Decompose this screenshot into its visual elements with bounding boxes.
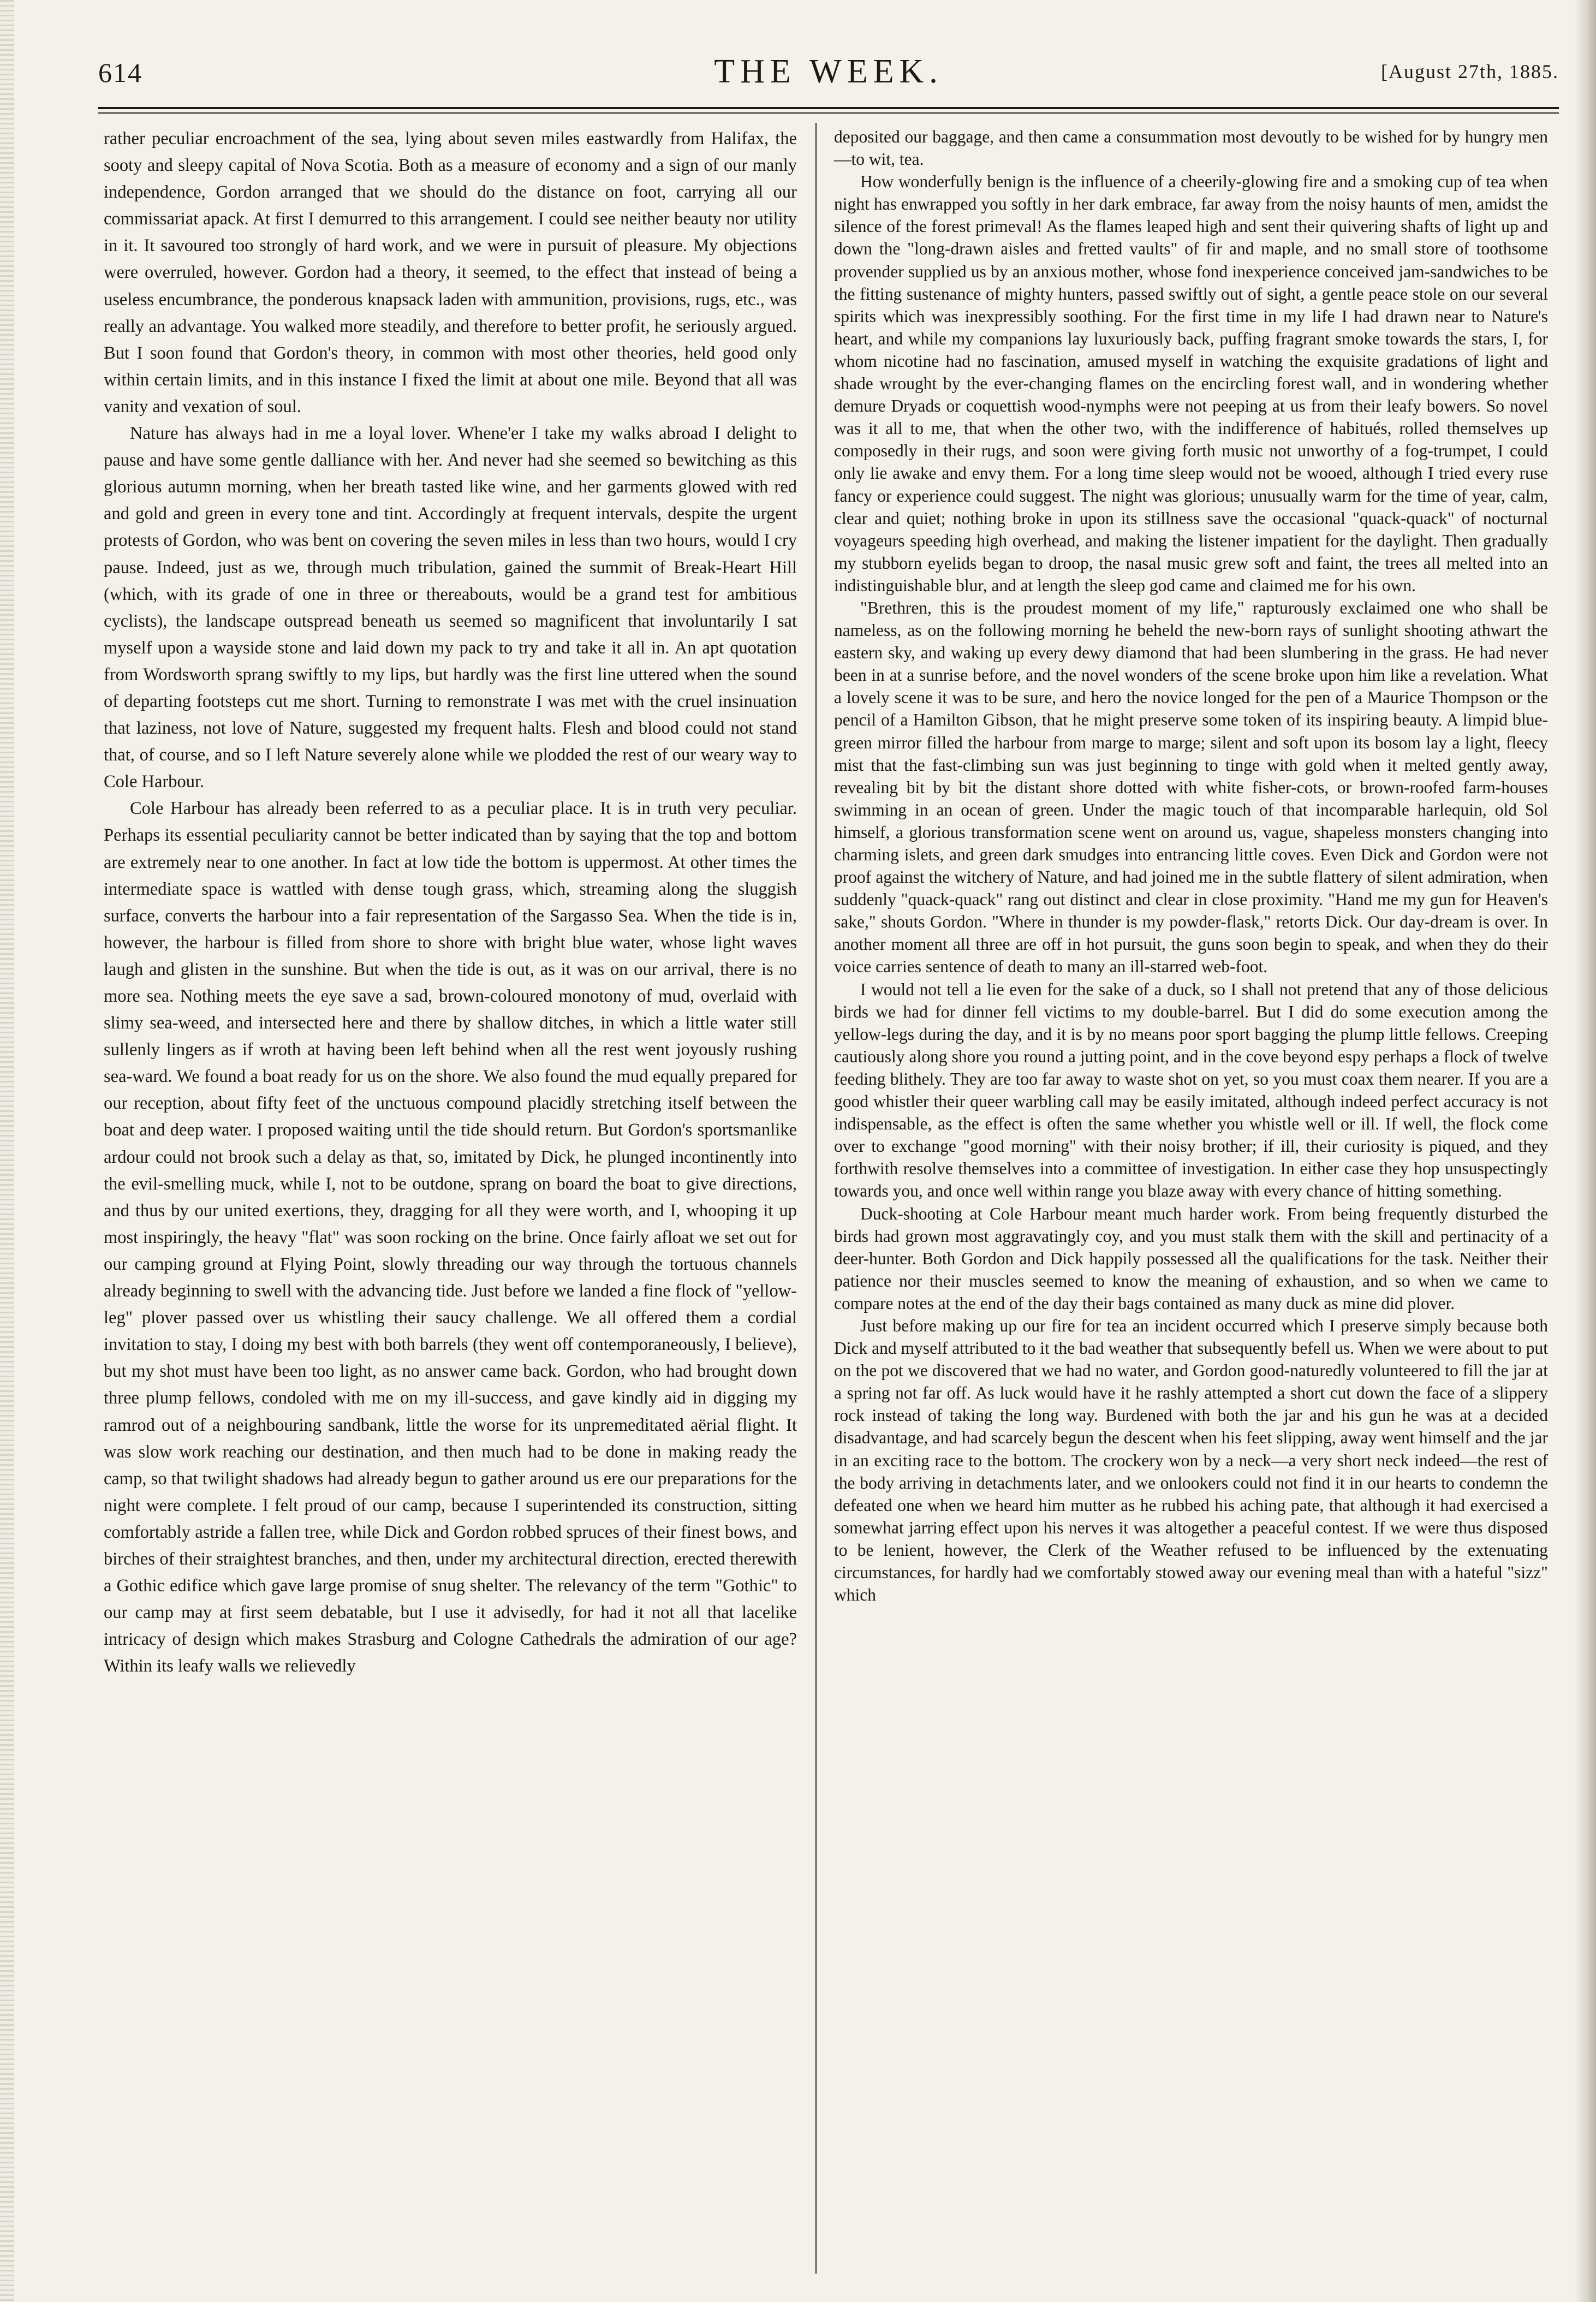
page-number: 614 [98, 57, 142, 88]
header-rule-thin [98, 112, 1559, 114]
masthead-title: THE WEEK. [714, 53, 943, 90]
paragraph: rather peculiar encroachment of the sea, lying about seven miles eastwardly from Halifax, the sooty and sleepy capital of Nova Scotia. Both as a measure of economy and a sign of our manly independence, Gordon arranged that we should do the distance on foot, carrying all our commissariat apack. At first I demurred to this arrangement. I could see neither beauty nor utility in it. It savoured too strongly of hard work, and we were in pursuit of pleasure. My objections were overruled, however. Gordon had a theory, it seemed, to the effect that instead of being a useless encumbrance, the ponderous knapsack laden with ammunition, provisions, rugs, etc., was really an advantage. You walked more steadily, and therefore to better profit, he seriously argued. But I soon found that Gordon's theory, in common with most other theories, held good only within certain limits, and in this instance I fixed the limit at about one mile. Beyond that all was vanity and vexation of soul. [104, 129, 797, 417]
paragraph: "Brethren, this is the proudest moment of my life," rapturously exclaimed one who shall be nameless, as on the following morning he beheld the new-born rays of sunlight shooting athwart the eastern sky, and waking up every dewy diamond that had been slumbering in the grass. He had never been in at a sunrise before, and the novel wonders of the scene broke upon him like a revelation. What a lovely scene it was to be sure, and hero the novice longed for the pen of a Maurice Thompson or the pencil of a Hamilton Gibson, that he might preserve some token of its inspiring beauty. A limpid blue-green mirror filled the harbour from marge to marge; silent and soft upon its bosom lay a light, fleecy mist that the fast-climbing sun was just beginning to tinge with gold when it melted gently away, revealing bit by bit the distant shore dotted with white fisher-cots, or brown-roofed farm-houses swimming in an ocean of green. Under the magic touch of that incomparable harlequin, old Sol himself, a glorious transformation scene went on around us, vague, shapeless monsters changing into charming islets, and green dark smudges into entrancing little coves. Even Dick and Gordon were not proof against the witchery of Nature, and had joined me in the subtle flattery of silent admiration, when suddenly "quack-quack" rang out distinct and clear in close proximity. "Hand me my gun for Heaven's sake," shouts Gordon. "Where in thunder is my powder-flask," retorts Dick. Our day-dream is over. In another moment all three are off in hot pursuit, the guns soon begin to speak, and when they do their voice carries sentence of death to many an ill-starred web-foot. [834, 598, 1548, 977]
paragraph: Duck-shooting at Cole Harbour meant much harder work. From being frequently disturbed the birds had grown most aggravatingly coy, and you must stalk them with the skill and pertinacity of a deer-hunter. Both Gordon and Dick happily possessed all the qualifications for the task. Neither their patience nor their muscles seemed to know the meaning of exhaustion, and so when we came to compare notes at the end of the day their bags contained as many duck as mine did plover. [834, 1204, 1548, 1313]
left-column [104, 126, 797, 1680]
page-binding-edge [0, 0, 14, 2302]
paragraph: How wonderfully benign is the influence of a cheerily-glowing fire and a smoking cup of tea when night has enwrapped you softly in her dark embrace, far away from the noisy haunts of men, amidst the silence of the forest primeval! As the flames leaped high and sent their quivering shafts of light up and down the "long-drawn aisles and fretted vaults" of fir and maple, and no small store of toothsome provender supplied us by an anxious mother, whose fond inexperience conceived jam-sandwiches to be the fitting sustenance of mighty hunters, passed swiftly out of sight, a gentle peace stole on our several spirits which was inexpressibly soothing. For the first time in my life I had drawn near to Nature's heart, and while my companions lay luxuriously back, puffing fragrant smoke towards the stars, I, for whom nicotine had no fascination, amused myself in watching the exquisite gradations of light and shade wrought by the ever-changing flames on the encircling forest wall, and in wondering whether demure Dryads or coquettish wood-nymphs were not peeping at us from their leafy bowers. So novel was it all to me, that when the other two, with the indifference of habitués, rolled themselves up composedly in their rugs, and soon were giving forth music not unworthy of a fog-trumpet, I could only lie awake and envy them. For a long time sleep would not be wooed, although I tried every ruse fancy or experience could suggest. The night was glorious; unusually warm for the time of year, calm, clear and quiet; nothing broke in upon its stillness save the occasional "quack-quack" of nocturnal voyageurs speeding high overhead, and making the listener impatient for the daylight. Then gradually my stubborn eyelids began to droop, the nasal music grew soft and faint, the trees all melted into an indistinguishable blur, and at length the sleep god came and claimed me for his own. [834, 172, 1548, 595]
header-rule [98, 107, 1559, 109]
issue-date: [August 27th, 1885. [1381, 61, 1559, 82]
right-column [834, 126, 1548, 1606]
paragraph: Cole Harbour has already been referred to as a peculiar place. It is in truth very peculiar. Perhaps its essential peculiarity cannot be better indicated than by saying that the top and bottom are extremely near to one another. In fact at low tide the bottom is uppermost. At other times the intermediate space is wattled with dense tough grass, which, streaming along the sluggish surface, converts the harbour into a fair representation of the Sargasso Sea. When the tide is in, however, the harbour is filled from shore to shore with bright blue water, whose light waves laugh and glisten in the sunshine. But when the tide is out, as it was on our arrival, there is no more sea. Nothing meets the eye save a sad, brown-coloured monotony of mud, overlaid with slimy sea-weed, and intersected here and there by shallow ditches, in which a little water still sullenly lingers as if wroth at having been left behind when all the rest went joyously rushing sea-ward. We found a boat ready for us on the shore. We also found the mud equally prepared for our reception, about fifty feet of the unctuous compound placidly stretching itself between the boat and deep water. I proposed waiting until the tide should return. But Gordon's sportsmanlike ardour could not brook such a delay as that, so, imitated by Dick, he plunged incontinently into the evil-smelling muck, while I, not to be outdone, sprang on board the boat to give directions, and thus by our united exertions, they, dragging for all they were worth, and I, whooping it up most inspiringly, the heavy "flat" was soon rocking on the brine. Once fairly afloat we set out for our camping ground at Flying Point, slowly threading our way through the tortuous channels already beginning to swell with the advancing tide. Just before we landed a fine flock of "yellow-leg" plover passed over us whistling their saucy challenge. We all offered them a cordial invitation to stay, I doing my best with both barrels (they went off contemporaneously, I believe), but my shot must have been too light, as no answer came back. Gordon, who had brought down three plump fellows, condoled with me on my ill-success, and gave kindly aid in digging my ramrod out of a neighbouring sandbank, little the worse for its unpremeditated aërial flight. It was slow work reaching our destination, and then much had to be done in making ready the camp, so that twilight shadows had already begun to gather around us ere our preparations for the night were complete. I felt proud of our camp, because I superintended its construction, sitting comfortably astride a fallen tree, while Dick and Gordon robbed spruces of their finest bows, and birches of their straightest branches, and then, under my architectural direction, erected therewith a Gothic edifice which gave large promise of snug shelter. The relevancy of the term "Gothic" to our camp may at first seem debatable, but I use it advisedly, for had it not all that lacelike intricacy of design which makes Strasburg and Cologne Cathedrals the admiration of our age? Within its leafy walls we relievedly [104, 799, 797, 1676]
page-shadow-edge [1574, 0, 1596, 2302]
paragraph: I would not tell a lie even for the sake of a duck, so I shall not pretend that any of those delicious birds we had for dinner fell victims to my double-barrel. But I did do some execution among the yellow-legs during the day, and it is by no means poor sport bagging the plump little fellows. Creeping cautiously along shore you round a jutting point, and in the cove beyond espy perhaps a flock of twelve feeding blithely. They are too far away to waste shot on yet, so you must coax them nearer. If you are a good whistler their queer warbling call may be easily imitated, although indeed perfect accuracy is not indispensable, as the effect is often the same whether you whistle well or ill. If well, the flock come over to exchange "good morning" with their noisy brother; if ill, their curiosity is piqued, and they forthwith resolve themselves into a committee of investigation. In either case they hop unsuspectingly towards you, and once well within range you blaze away with every chance of hitting something. [834, 979, 1548, 1201]
paragraph: Just before making up our fire for tea an incident occurred which I preserve simply because both Dick and myself attributed to it the bad weather that subsequently befell us. When we were about to put on the pot we discovered that we had no water, and Gordon good-naturedly volunteered to fill the jar at a spring not far off. As luck would have it he rashly attempted a short cut down the face of a slippery rock instead of taking the long way. Burdened with both the jar and his gun he was at a decided disadvantage, and had scarcely begun the descent when his feet slipping, away went himself and the jar in an exciting race to the bottom. The crockery won by a neck—a very short neck indeed—the rest of the body arriving in detachments later, and we onlookers could not find it in our hearts to condemn the defeated one when we heard him mutter as he rubbed his aching pate, that although it had exercised a somewhat jarring effect upon his nerves it was altogether a peaceful contest. If we were thus disposed to be lenient, however, the Clerk of the Weather refused to be influenced by the extenuating circumstances, for hardly had we comfortably stowed away our evening meal than with a hateful "sizz" which [834, 1316, 1548, 1605]
page-header [98, 52, 1559, 102]
paragraph: deposited our baggage, and then came a consummation most devoutly to be wished for by hungry men—to wit, tea. [834, 127, 1548, 169]
column-divider [815, 123, 817, 2274]
paragraph: Nature has always had in me a loyal lover. Whene'er I take my walks abroad I delight to pause and have some gentle dalliance with her. And never had she seemed so bewitching as this glorious autumn morning, when her breath tasted like wine, and her garments glowed with red and gold and green in every tone and tint. Accordingly at frequent intervals, despite the urgent protests of Gordon, who was bent on covering the seven miles in less than two hours, would I cry pause. Indeed, just as we, through much tribulation, gained the summit of Break-Heart Hill (which, with its grade of one in three or thereabouts, would be a grand test for ambitious cyclists), the landscape outspread beneath us seemed so magnificent that involuntarily I sat myself upon a wayside stone and laid down my pack to try and take it all in. An apt quotation from Wordsworth sprang swiftly to my lips, but hardly was the first line uttered when the sound of departing footsteps cut me short. Turning to remonstrate I was met with the cruel insinuation that laziness, not love of Nature, suggested my frequent halts. Flesh and blood could not stand that, of course, and so I left Nature severely alone while we plodded the rest of our weary way to Cole Harbour. [104, 424, 797, 792]
